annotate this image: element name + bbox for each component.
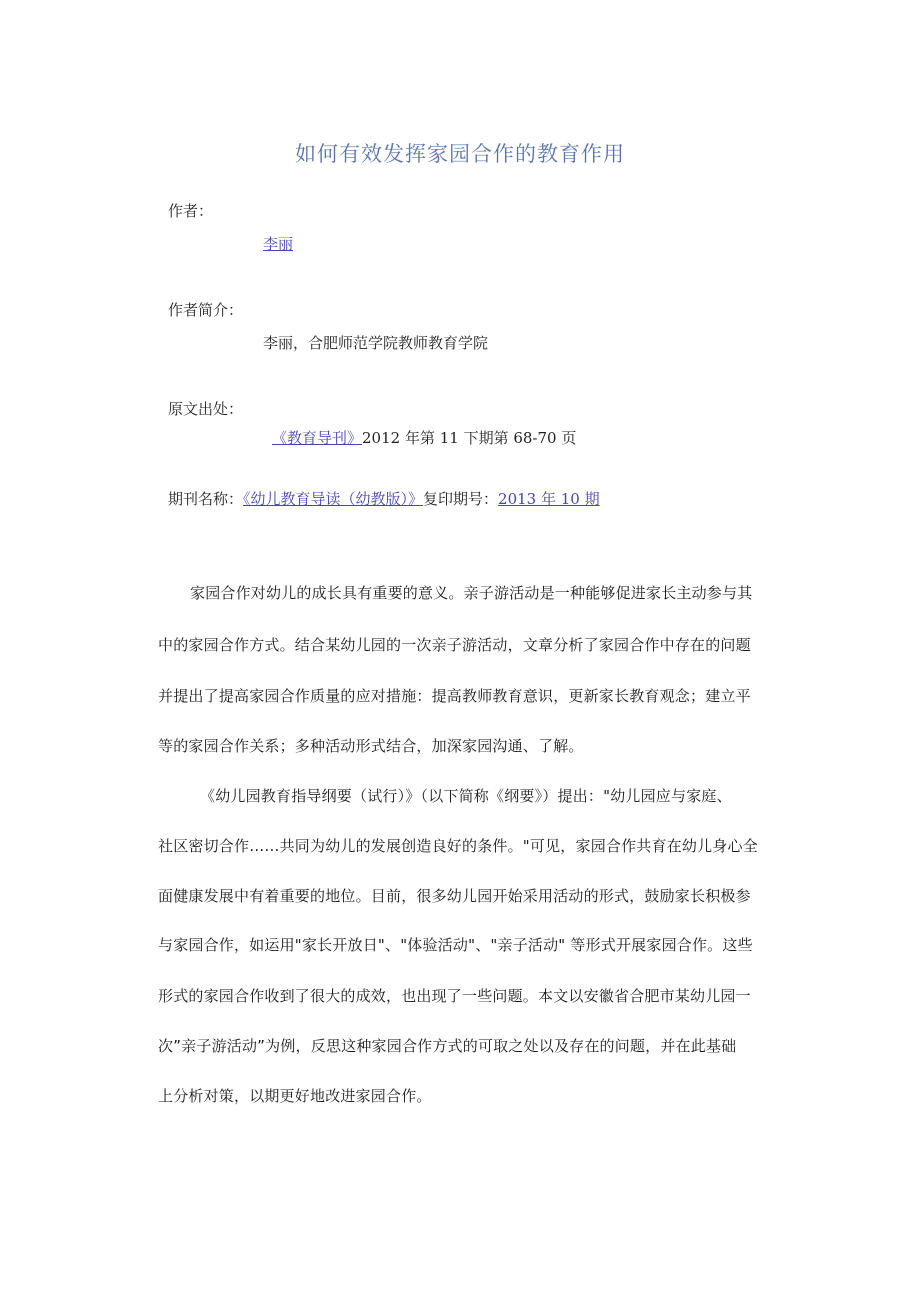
periodical-name-link[interactable]: 《幼儿教育导读（幼教版）》 <box>243 490 424 508</box>
bio-label: 作者简介： <box>168 301 244 319</box>
body-line: 家园合作对幼儿的成长具有重要的意义。亲子游活动是一种能够促进家长主动参与其 <box>190 584 753 602</box>
reprint-label: 复印期号： <box>423 490 499 508</box>
body-line: 《幼儿园教育指导纲要（试行）》（以下简称《纲要》）提出："幼儿园应与家庭、 <box>200 787 732 805</box>
body-line: 形式的家园合作收到了很大的成效，也出现了一些问题。本文以安徽省合肥市某幼儿园一 <box>158 987 751 1005</box>
page-title: 如何有效发挥家园合作的教育作用 <box>295 142 625 166</box>
body-line: 面健康发展中有着重要的地位。目前，很多幼儿园开始采用活动的形式，鼓励家长积极参 <box>158 887 751 905</box>
body-line: 次”亲子游活动”为例，反思这种家园合作方式的可取之处以及存在的问题，并在此基础 <box>158 1037 737 1055</box>
body-line: 并提出了提高家园合作质量的应对措施：提高教师教育意识，更新家长教育观念；建立平 <box>158 687 751 705</box>
periodical-label: 期刊名称： <box>168 490 244 508</box>
bio-text: 李丽，合肥师范学院教师教育学院 <box>263 334 489 352</box>
author-name-link[interactable] <box>263 233 293 254</box>
source-journal-link[interactable]: 《教育导刊》 <box>272 429 363 447</box>
body-line: 上分析对策，以期更好地改进家园合作。 <box>158 1087 432 1105</box>
body-line: 中的家园合作方式。结合某幼儿园的一次亲子游活动，文章分析了家园合作中存在的问题 <box>158 636 751 654</box>
reprint-issue-link[interactable]: 2013 年 10 期 <box>498 490 600 508</box>
source-label: 原文出处： <box>168 400 244 418</box>
author-label: 作者： <box>168 202 214 220</box>
author-name[interactable]: 李丽 <box>263 235 294 253</box>
periodical-line <box>168 488 600 509</box>
body-line: 与家园合作，如运用"家长开放日"、"体验活动"、"亲子活动" 等形式开展家园合作。这些 <box>158 936 753 954</box>
body-line: 社区密切合作……共同为幼儿的发展创造良好的条件。"可见，家园合作共育在幼儿身心全 <box>158 837 758 855</box>
source-line <box>272 427 576 448</box>
body-line: 等的家园合作关系；多种活动形式结合，加深家园沟通、了解。 <box>158 737 584 755</box>
source-detail: 2012 年第 11 下期第 68-70 页 <box>362 429 577 447</box>
